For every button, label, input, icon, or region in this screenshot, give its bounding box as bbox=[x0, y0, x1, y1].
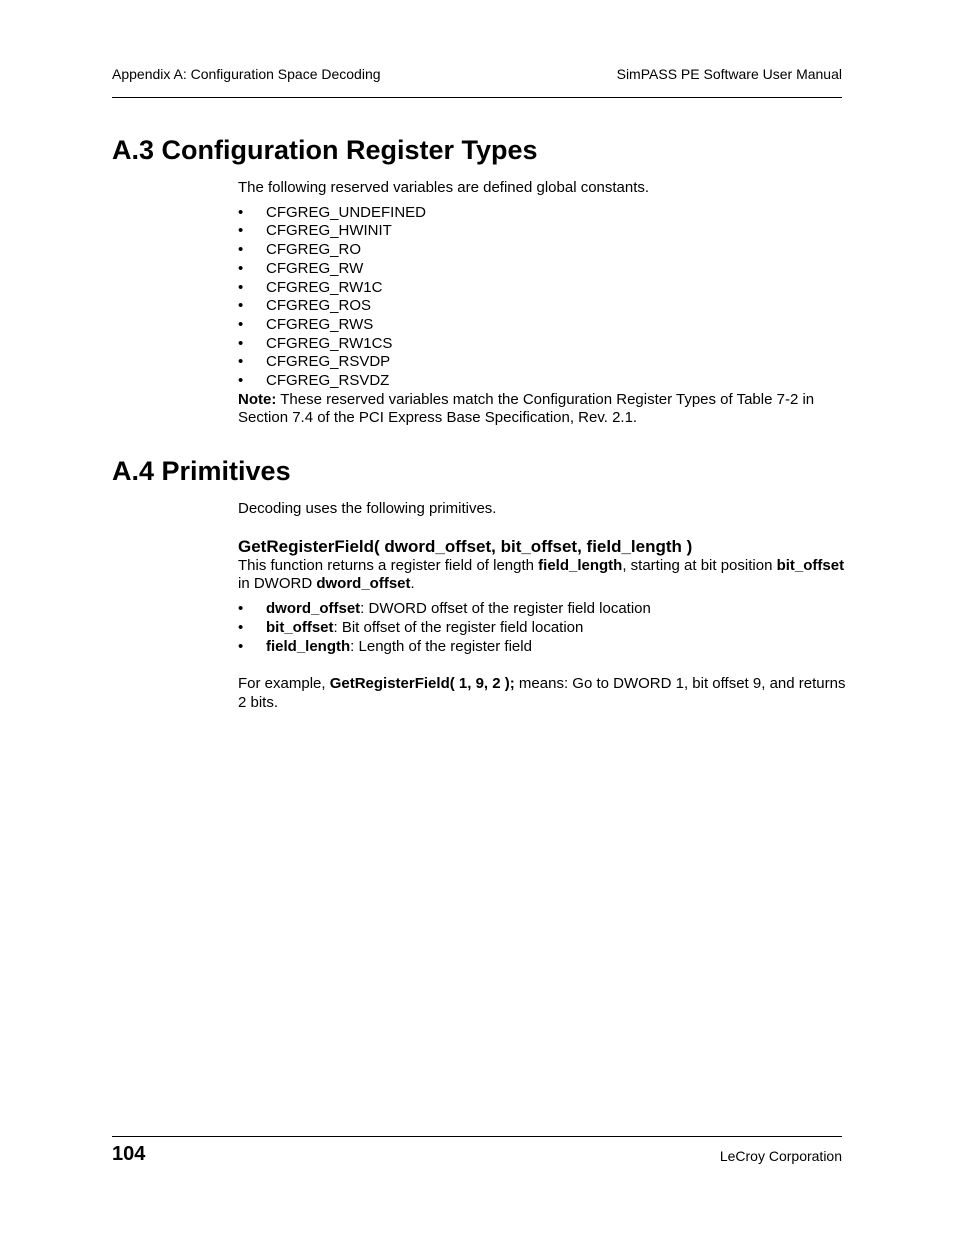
section-a3-intro: The following reserved variables are defined global constants. bbox=[238, 179, 650, 196]
register-type-list bbox=[238, 204, 848, 391]
list-item: • bit_offset: Bit offset of the register field location bbox=[238, 618, 584, 636]
page-number: 104 bbox=[112, 1143, 146, 1165]
list-item: • CFGREG_UNDEFINED bbox=[238, 203, 427, 221]
list-item: • CFGREG_RW bbox=[238, 259, 364, 277]
section-a3-body bbox=[238, 179, 848, 428]
section-a4-intro: Decoding uses the following primitives. bbox=[238, 500, 497, 517]
running-header-right: SimPASS PE Software User Manual bbox=[616, 66, 842, 82]
footer-divider bbox=[112, 1136, 842, 1137]
list-item: • CFGREG_HWINIT bbox=[238, 222, 392, 240]
list-item: • CFGREG_RSVDP bbox=[238, 353, 391, 371]
section-a3-note bbox=[238, 391, 848, 428]
function-heading: GetRegisterField( dword_offset, bit_offset, field_length ) bbox=[238, 536, 693, 556]
section-a4-title: A.4 Primitives bbox=[112, 456, 291, 486]
section-a4-body bbox=[238, 500, 848, 713]
example-paragraph: For example, GetRegisterField( 1, 9, 2 ); means: Go to DWORD 1, bit offset 9, and returns 2 bits. bbox=[238, 675, 846, 711]
list-item: • CFGREG_RW1CS bbox=[238, 334, 393, 352]
list-item: • CFGREG_RW1C bbox=[238, 278, 383, 296]
function-description: This function returns a register field of length field_length, starting at bit position bit_offset in DWORD dword_offset. bbox=[238, 556, 845, 593]
section-a3-title: A.3 Configuration Register Types bbox=[112, 135, 538, 165]
list-item: • CFGREG_RO bbox=[238, 241, 362, 259]
note-label: Note: bbox=[238, 390, 277, 408]
list-item: • CFGREG_ROS bbox=[238, 297, 372, 315]
example-code: GetRegisterField( 1, 9, 2 ); bbox=[329, 675, 515, 693]
running-header-left: Appendix A: Configuration Space Decoding bbox=[112, 66, 381, 82]
note-text: These reserved variables match the Configuration Register Types of Table 7-2 in Section 7.4 of the PCI Express Base Specification, Rev. 2.1. bbox=[238, 390, 815, 427]
parameter-list bbox=[238, 600, 848, 656]
running-footer-right: LeCroy Corporation bbox=[719, 1148, 842, 1164]
list-item: • dword_offset: DWORD offset of the register field location bbox=[238, 600, 651, 618]
list-item: • CFGREG_RWS bbox=[238, 315, 374, 333]
list-item: • field_length: Length of the register field bbox=[238, 637, 532, 655]
list-item: • CFGREG_RSVDZ bbox=[238, 372, 390, 390]
header-divider bbox=[112, 97, 842, 98]
